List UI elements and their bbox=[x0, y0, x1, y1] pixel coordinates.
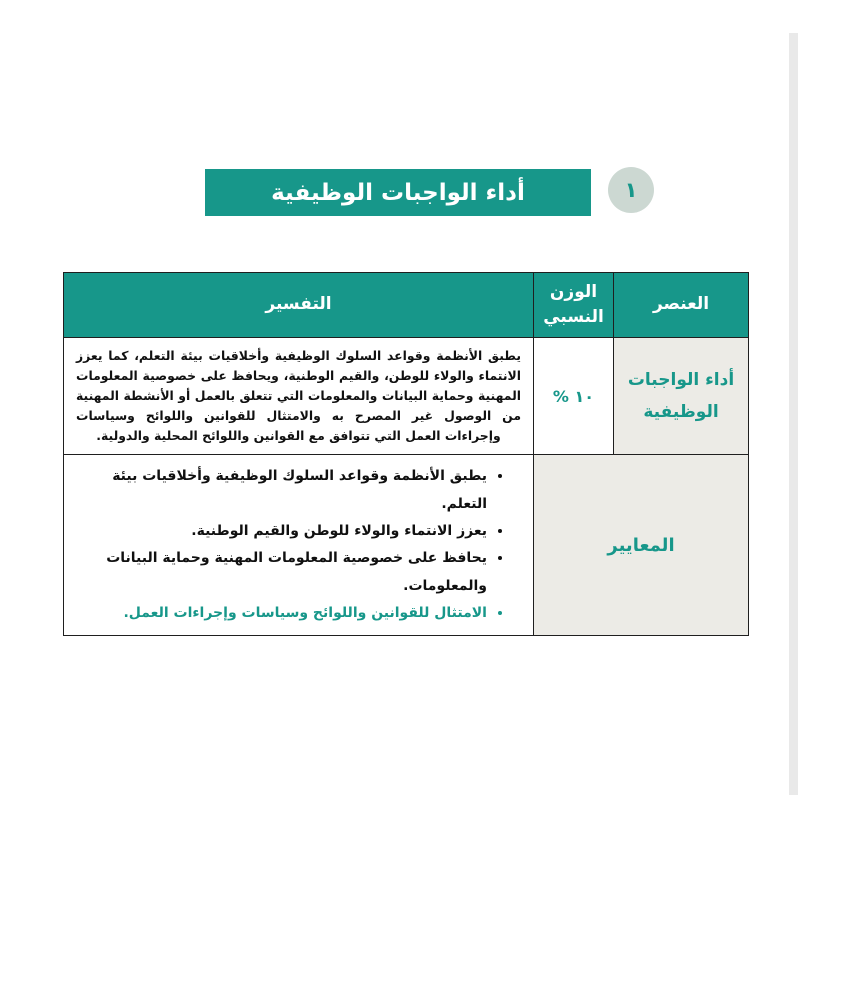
col-header-weight: الوزن النسبي bbox=[534, 273, 614, 338]
criteria-bullet-item: • يحافظ على خصوصية المعلومات المهنية وحماية البيانات والمعلومات. bbox=[76, 545, 487, 600]
section-title-banner bbox=[205, 169, 591, 216]
table-row-criteria bbox=[64, 455, 749, 636]
criteria-bullet-item: • يطبق الأنظمة وقواعد السلوك الوظيفية وأخلاقيات بيئة التعلم. bbox=[76, 463, 487, 518]
element-cell: أداء الواجبات الوظيفية bbox=[614, 338, 749, 455]
section-number-badge bbox=[608, 167, 654, 213]
criteria-bullet-item: • الامتثال للقوانين واللوائح وسياسات وإجراءات العمل. bbox=[76, 600, 487, 627]
criteria-bullets-cell bbox=[64, 455, 534, 636]
criteria-table bbox=[63, 272, 749, 636]
col-header-element: العنصر bbox=[614, 273, 749, 338]
criteria-label-cell: المعايير bbox=[534, 455, 749, 636]
interpretation-cell: يطبق الأنظمة وقواعد السلوك الوظيفية وأخلاقيات بيئة التعلم، كما يعزز الانتماء والولاء للوطن، والقيم الوطنية، ويحافظ على خصوصية المعلومات المهنية وحماية البيانات والمعلومات التي تتعلق بالعمل أو الأنشطة المهنية من الوصول غير المصرح به والامتثال للقوانين واللوائح وسياسات وإجراءات العمل التي تتوافق مع القوانين واللوائح المحلية والدولية. bbox=[64, 338, 534, 455]
section-title: أداء الواجبات الوظيفية bbox=[271, 179, 525, 206]
criteria-bullet-list bbox=[76, 463, 503, 627]
section-number: ١ bbox=[624, 178, 638, 202]
table-header-row bbox=[64, 273, 749, 338]
weight-cell: ١٠ % bbox=[534, 338, 614, 455]
table-row-duties bbox=[64, 338, 749, 455]
col-header-interpretation: التفسير bbox=[64, 273, 534, 338]
criteria-bullet-item: • يعزز الانتماء والولاء للوطن والقيم الوطنية. bbox=[76, 518, 487, 545]
page-edge-line bbox=[789, 33, 798, 795]
